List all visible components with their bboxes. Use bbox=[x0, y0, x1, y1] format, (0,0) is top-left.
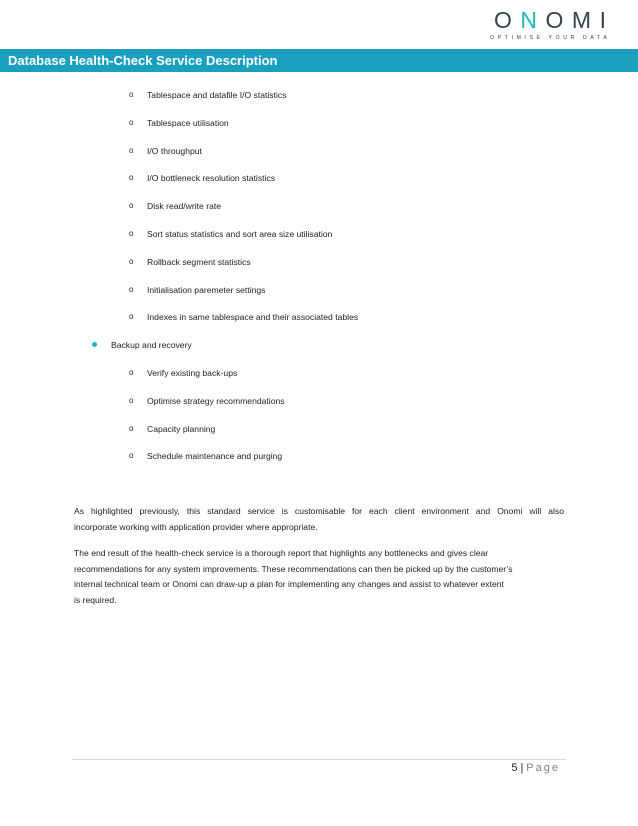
paragraph-customisation-end bbox=[74, 520, 564, 536]
paragraph-line: incorporate working with application provider where appropriate. bbox=[74, 522, 318, 532]
section-title: Database Health-Check Service Description bbox=[8, 53, 278, 68]
sub-bullet-label: Rollback segment statistics bbox=[147, 256, 251, 267]
circle-bullet-icon: o bbox=[129, 395, 134, 405]
sub-bullet-label: Schedule maintenance and purging bbox=[147, 451, 283, 462]
page-footer bbox=[511, 762, 560, 774]
logo-letter: N bbox=[520, 7, 538, 33]
circle-bullet-icon: o bbox=[129, 451, 134, 461]
paragraph-result bbox=[74, 546, 564, 608]
main-bullet-label: Backup and recovery bbox=[111, 340, 192, 350]
sub-bullet-label: Tablespace utilisation bbox=[147, 117, 229, 128]
circle-bullet-icon: o bbox=[129, 312, 134, 322]
sub-bullet-label: Optimise strategy recommendations bbox=[147, 395, 285, 406]
paragraph-line: recommendations for any system improvements. These recommendations can then be picked up by the customer’s bbox=[74, 563, 513, 574]
circle-bullet-icon: o bbox=[129, 256, 134, 266]
logo-letter: I bbox=[599, 7, 606, 33]
page-label: Page bbox=[526, 762, 560, 774]
sub-bullet-label: I/O bottleneck resolution statistics bbox=[147, 173, 276, 184]
circle-bullet-icon: o bbox=[129, 423, 134, 433]
page-number: 5 bbox=[511, 762, 518, 774]
bullet-dot-icon bbox=[92, 342, 97, 347]
logo-letter: O bbox=[545, 7, 564, 33]
paragraph-line: The end result of the health-check service is a thorough report that highlights any bottlenecks and gives clear bbox=[74, 548, 489, 558]
sub-bullet-label: Initialisation paremeter settings bbox=[147, 284, 266, 295]
circle-bullet-icon: o bbox=[129, 90, 134, 99]
sub-bullet-label: Indexes in same tablespace and their associated tables bbox=[147, 312, 359, 323]
sub-bullet-label: Tablespace and datafile I/O statistics bbox=[147, 90, 287, 100]
footer-divider bbox=[72, 759, 566, 760]
circle-bullet-icon: o bbox=[129, 201, 134, 211]
paragraph-customisation bbox=[74, 504, 564, 520]
footer-separator: | bbox=[520, 762, 524, 774]
sub-bullet-label: Disk read/write rate bbox=[147, 201, 222, 212]
circle-bullet-icon: o bbox=[129, 229, 134, 238]
section-header-bar bbox=[0, 49, 638, 72]
paragraph-line: internal technical team or Onomi can draw-up a plan for implementing any changes and assist to whatever extent bbox=[74, 579, 504, 589]
sub-bullet-label: Verify existing back-ups bbox=[147, 368, 238, 378]
paragraph-line: As highlighted previously, this standard service is customisable for each client environment and Onomi will also bbox=[74, 506, 564, 516]
logo-tagline: OPTIMISE YOUR DATA bbox=[490, 35, 611, 41]
circle-bullet-icon: o bbox=[129, 368, 134, 377]
circle-bullet-icon: o bbox=[129, 145, 134, 155]
sub-bullet-label: Capacity planning bbox=[147, 423, 216, 434]
onomi-logo bbox=[490, 8, 610, 41]
logo-letter: M bbox=[571, 7, 592, 33]
circle-bullet-icon: o bbox=[129, 173, 134, 183]
sub-bullet-label: I/O throughput bbox=[147, 145, 202, 156]
sub-bullet-label: Sort status statistics and sort area size utilisation bbox=[147, 229, 333, 239]
circle-bullet-icon: o bbox=[129, 117, 134, 127]
paragraph-line: is required. bbox=[74, 594, 117, 605]
logo-wordmark bbox=[490, 8, 610, 32]
logo-letter: O bbox=[494, 7, 512, 33]
circle-bullet-icon: o bbox=[129, 284, 134, 294]
